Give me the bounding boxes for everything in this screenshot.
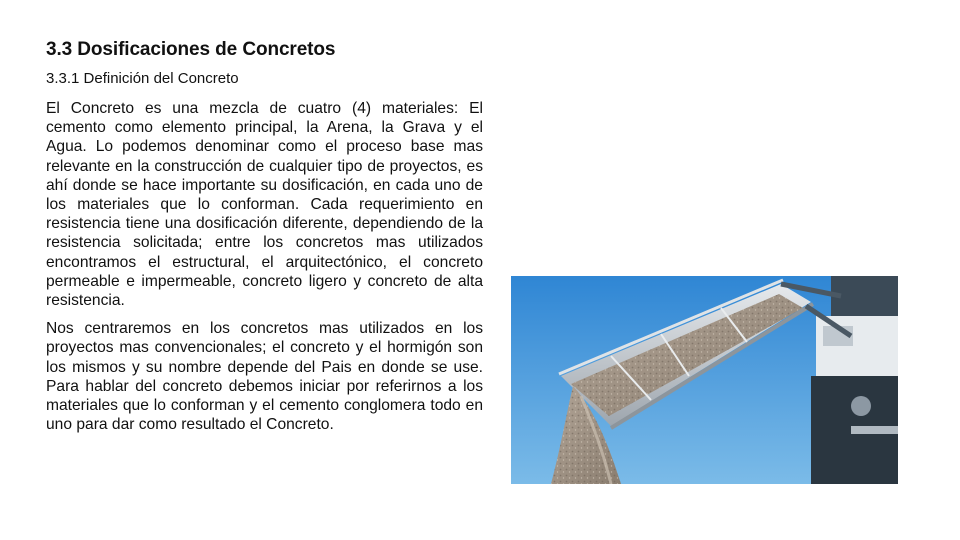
slide-title: 3.3 Dosificaciones de Concretos: [46, 39, 336, 60]
paragraph-definition: El Concreto es una mezcla de cuatro (4) materiales: El cemento como elemento principal, la Arena, la Grava y el Agua. Lo podemos denominar como el proceso base mas relevante en la construcción de cualquier tipo de proyectos, es ahí donde se hace importante su dosificación, en cada uno de los materiales que lo conforman. Cada requerimiento en resistencia tiene una dosificación diferente, dependiendo de la resistencia solicitada; entre los concretos mas utilizados encontramos el estructural, el arquitectónico, el concreto permeable e impermeable, concreto ligero y concreto de alta resistencia.: [46, 100, 483, 310]
concrete-chute-photo: [511, 276, 898, 484]
body-text: [46, 99, 483, 443]
paragraph-conventional: Nos centraremos en los concretos mas utilizados en los proyectos mas convencionales; el concreto y el hormigón son los mismos y su nombre depende del Pais en donde se use. Para hablar del concreto debemos iniciar por referirnos a los materiales que lo conforman y el cemento conglomera todo en uno para dar como resultado el Concreto.: [46, 320, 483, 434]
section-subtitle: 3.3.1 Definición del Concreto: [46, 70, 239, 87]
